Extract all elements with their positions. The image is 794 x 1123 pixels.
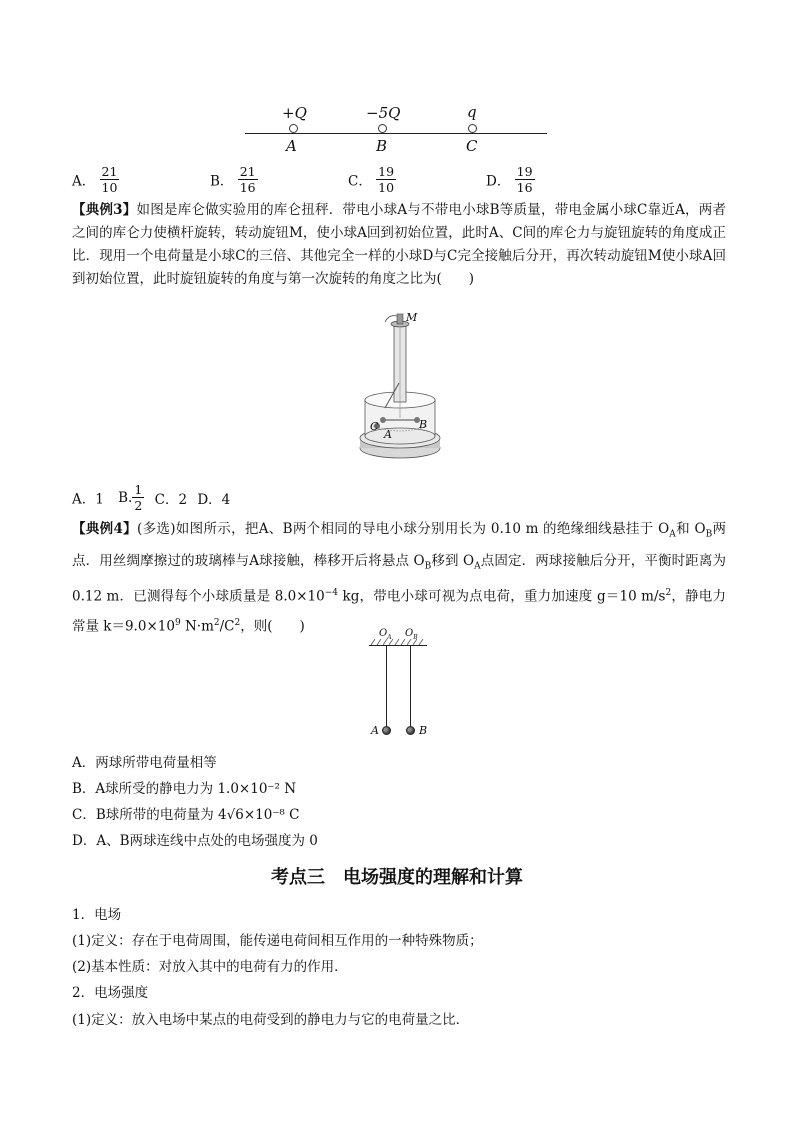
example3-body: 如图是库仑做实验用的库仑扭秤．带电小球A与不带电小球B等质量，带电金属小球C靠近A，两者之间的库仑力使横杆旋转，转动旋钮M，使小球A回到初始位置，此时A、C间的库仑力与旋钮旋转的角度成正比．现用一个电荷量是小球C的三倍、其他完全一样的小球D与C完全接触后分开，再次转动旋钮M使小球A回到初始位置，此时旋钮旋转的角度与第一次旋转的角度之比为( )	[72, 202, 726, 287]
section-title: 考点三 电场强度的理解和计算	[271, 867, 523, 888]
example3-text	[72, 199, 726, 291]
ceiling-hatch	[369, 639, 427, 645]
example4-text: 【典例4】(多选)如图所示，把A、B两个相同的导电小球分别用长为 0.10 m 的绝缘细线悬挂于 $O_A$和 $O_B$两点．用丝绸摩擦过的玻璃棒与A球接触，棒移开后将悬点 $O_B$移到 $O_A$点固定．两球接触后分开，平衡时距离为 0.12 m．已测得每个小球质量是 $8.0\times 10^{-4}$ kg，带电小球可视为点电荷，重力加速度 g＝10 $m/s^2$，静电力常量 $k=9.0\times 10^9$ $N\cdot m^2/C^2$，则( )	[72, 521, 727, 635]
label-ob: $O_B$	[405, 628, 418, 641]
option-a: A．1	[72, 491, 104, 508]
label-b-balance: B	[419, 418, 428, 431]
charge-ball-b	[378, 124, 387, 133]
section-line-2: (1)定义：存在于电荷周围，能传递电荷间相互作用的一种特殊物质；	[72, 933, 483, 949]
fraction: $\frac{19}{10}$	[378, 164, 395, 195]
string-a	[386, 646, 387, 726]
option-c: C．2	[154, 491, 188, 508]
label-plus-q: +Q	[282, 104, 307, 122]
label-q: q	[467, 103, 477, 121]
fraction: $\frac{21}{16}$	[239, 164, 256, 195]
option-d: D． $\frac{19}{16}$	[486, 164, 533, 195]
ball-a	[382, 726, 391, 735]
option-b: B.	[118, 489, 133, 506]
section-line-3: (2)基本性质：对放入其中的电荷有力的作用．	[72, 959, 348, 975]
label-c: C	[466, 137, 478, 155]
example3-tag: 【典例3】	[72, 202, 137, 218]
option-c: C． $\frac{19}{10}$	[348, 164, 395, 195]
label-minus-5q: −5Q	[366, 104, 401, 122]
label-oa: $O_A$	[379, 628, 392, 641]
example3-options	[72, 482, 230, 513]
example4-option-c: C．B球所带的电荷量为 4√6×10⁻⁸ C	[72, 807, 300, 823]
label-c-balance: C	[370, 420, 379, 433]
example4-option-b: B．A球所受的静电力为 1.0×10⁻² N	[72, 781, 297, 797]
torsion-balance-figure	[355, 308, 445, 468]
option-a: A． $\frac{21}{10}$	[72, 164, 118, 195]
fraction: $\frac{21}{10}$	[101, 164, 118, 195]
option-d: D．4	[197, 491, 231, 508]
example4-option-d: D．A、B两球连线中点处的电场强度为 0	[72, 833, 318, 849]
baseline	[245, 133, 547, 134]
section-line-4: 2．电场强度	[72, 985, 149, 1001]
option-b: B． $\frac{21}{16}$	[210, 164, 256, 195]
example4-tag: 【典例4】	[72, 521, 137, 537]
label-b: B	[376, 137, 388, 155]
string-b	[410, 646, 411, 726]
label-b-ball: B	[419, 724, 428, 737]
ceiling	[369, 645, 427, 646]
label-a-balance: A	[384, 428, 392, 441]
ball-b	[406, 726, 415, 735]
section-line-1: 1．电场	[72, 907, 122, 923]
fraction: $\frac{1}{2}$	[134, 482, 143, 513]
section-line-5: (1)定义：放入电场中某点的电荷受到的静电力与它的电荷量之比．	[72, 1012, 470, 1028]
label-a: A	[286, 137, 297, 155]
label-a-ball: A	[371, 724, 379, 737]
example4-option-a: A．两球所带电荷量相等	[72, 755, 217, 771]
fraction: $\frac{19}{16}$	[516, 164, 533, 195]
charge-ball-a	[289, 124, 298, 133]
label-m: M	[406, 311, 418, 324]
charge-ball-c	[468, 124, 477, 133]
